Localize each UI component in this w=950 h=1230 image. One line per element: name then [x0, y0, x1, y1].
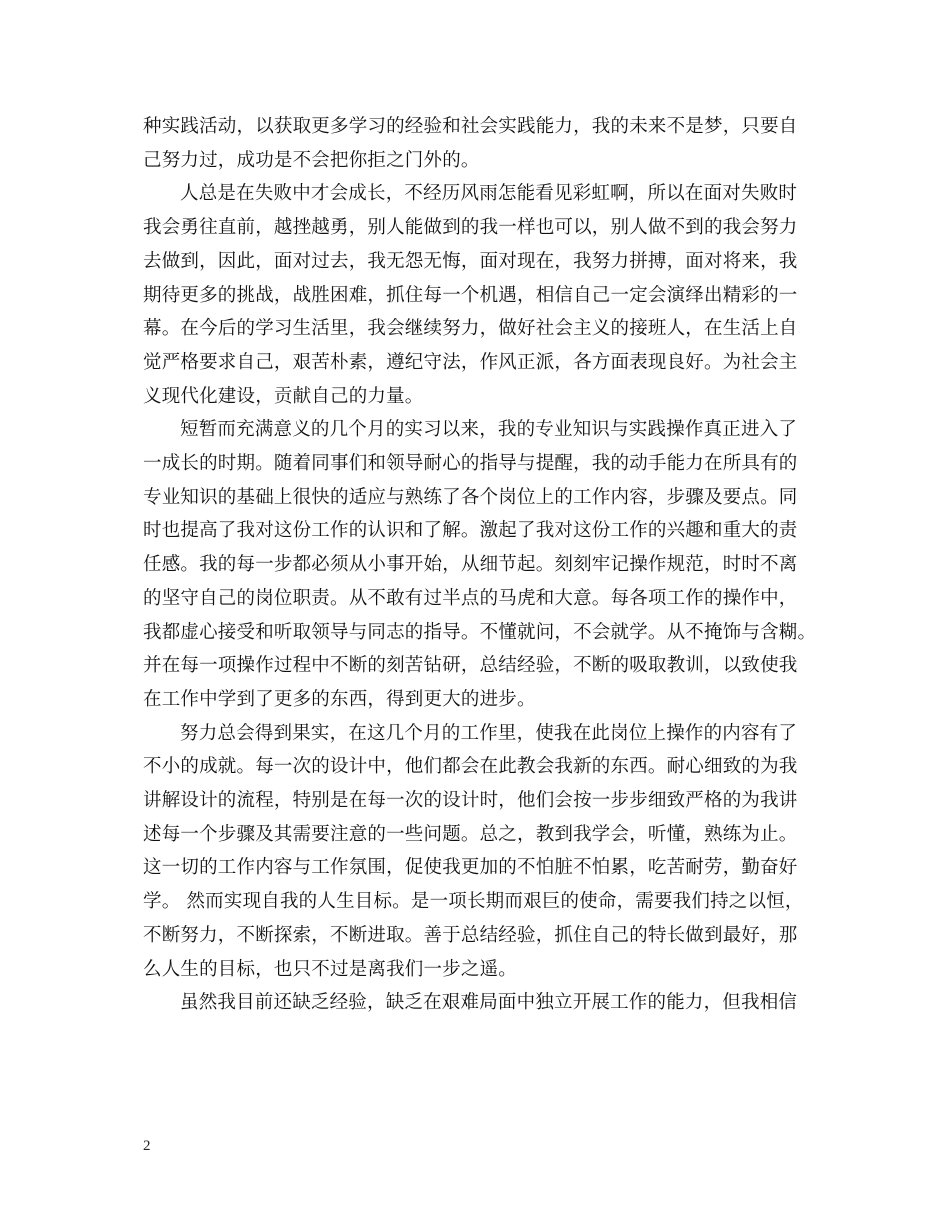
text-line: 不小的成就。每一次的设计中，他们都会在此教会我新的东西。耐心细致的为我: [143, 756, 798, 777]
text-line: 幕。在今后的学习生活里，我会继续努力，做好社会主义的接班人，在生活上自: [143, 318, 798, 339]
text-line: 述每一个步骤及其需要注意的一些问题。总之，教到我学会，听懂，熟练为止。: [143, 824, 798, 845]
text-line: 么人生的目标，也只不过是离我们一步之遥。: [143, 959, 518, 980]
text-line: 种实践活动，以获取更多学习的经验和社会实践能力，我的未来不是梦，只要自: [143, 116, 798, 137]
paragraph-first-line: 虽然我目前还缺乏经验，缺乏在艰难局面中独立开展工作的能力，但我相信: [180, 992, 798, 1013]
text-line: 我都虚心接受和听取领导与同志的指导。不懂就问，不会就学。从不掩饰与含糊。: [143, 622, 817, 643]
text-line: 觉严格要求自己，艰苦朴素，遵纪守法，作风正派，各方面表现良好。为社会主: [143, 352, 798, 373]
paragraph-first-line: 短暂而充满意义的几个月的实习以来，我的专业知识与实践操作真正进入了: [180, 419, 798, 440]
text-line: 在工作中学到了更多的东西，得到更大的进步。: [143, 689, 536, 710]
page-number: 2: [143, 1138, 151, 1154]
text-line: 己努力过，成功是不会把你拒之门外的。: [143, 150, 480, 171]
text-line: 期待更多的挑战，战胜困难，抓住每一个机遇，相信自己一定会演绎出精彩的一: [143, 285, 798, 306]
text-line: 讲解设计的流程，特别是在每一次的设计时，他们会按一步步细致严格的为我讲: [143, 790, 798, 811]
paragraph-first-line: 努力总会得到果实，在这几个月的工作里，使我在此岗位上操作的内容有了: [180, 723, 798, 744]
text-line: 任感。我的每一步都必须从小事开始，从细节起。刻刻牢记操作规范，时时不离: [143, 554, 798, 575]
text-line: 的坚守自己的岗位职责。从不敢有过半点的马虎和大意。每各项工作的操作中，: [143, 588, 798, 609]
text-line: 我会勇往直前，越挫越勇，别人能做到的我一样也可以，别人做不到的我会努力: [143, 217, 798, 238]
text-line: 时也提高了我对这份工作的认识和了解。激起了我对这份工作的兴趣和重大的责: [143, 520, 798, 541]
text-line: 不断努力，不断探索，不断进取。善于总结经验，抓住自己的特长做到最好，那: [143, 925, 798, 946]
text-line: 学。 然而实现自我的人生目标。是一项长期而艰巨的使命，需要我们持之以恒，: [143, 891, 804, 912]
text-line: 并在每一项操作过程中不断的刻苦钻研，总结经验，不断的吸取教训，以致使我: [143, 655, 798, 676]
text-line: 这一切的工作内容与工作氛围，促使我更加的不怕脏不怕累，吃苦耐劳，勤奋好: [143, 857, 798, 878]
text-line: 一成长的时期。随着同事们和领导耐心的指导与提醒，我的动手能力在所具有的: [143, 453, 798, 474]
paragraph-first-line: 人总是在失败中才会成长，不经历风雨怎能看见彩虹啊，所以在面对失败时: [180, 183, 798, 204]
text-line: 义现代化建设，贡献自己的力量。: [143, 386, 424, 407]
text-line: 去做到，因此，面对过去，我无怨无悔，面对现在，我努力拼搏，面对将来，我: [143, 251, 798, 272]
text-line: 专业知识的基础上很快的适应与熟练了各个岗位上的工作内容，步骤及要点。同: [143, 487, 798, 508]
